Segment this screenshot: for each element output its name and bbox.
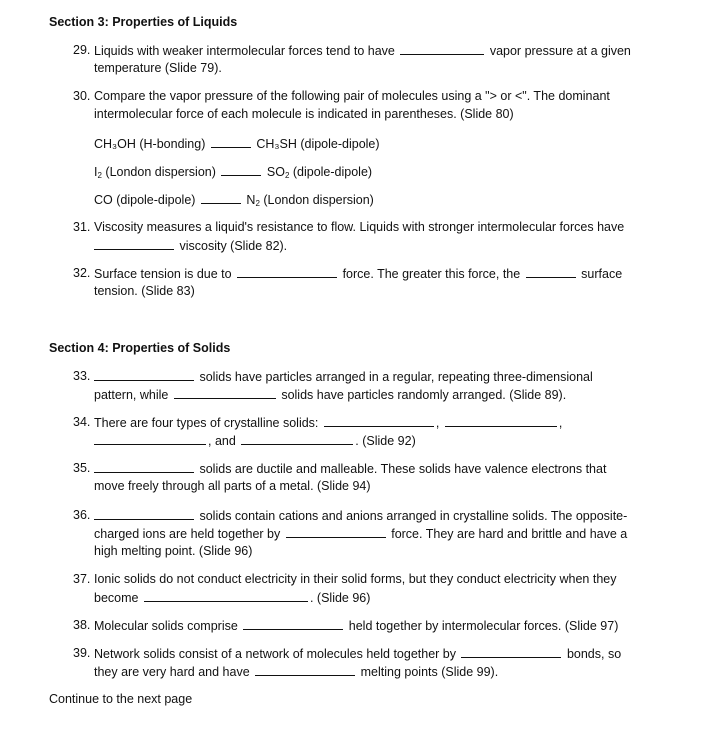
q29-text-a: Liquids with weaker intermolecular forces tend to have [94,44,395,58]
q36-line2 [94,526,627,541]
q32-blank-2[interactable] [526,266,576,278]
q39-text-b: bonds, so [566,647,622,661]
q34-blank-4[interactable] [241,433,353,445]
q31-line1: Viscosity measures a liquid's resistance to flow. Liquids with stronger intermolecular forces have [94,220,625,234]
q39-blank-2[interactable] [255,664,355,676]
q38-text-a: Molecular solids comprise [94,619,238,633]
q36-text-c: force. They are hard and brittle and have a [391,527,628,541]
q34-blank-2[interactable] [445,415,557,427]
q33-line2 [94,387,566,402]
continue-note: Continue to the next page [49,692,193,706]
q36-blank-2[interactable] [286,526,386,538]
q37-line1: Ionic solids do not conduct electricity in their solid forms, but they conduct electricity when they [94,572,617,586]
q38-text-b: held together by intermolecular forces. (Slide 97) [348,619,619,633]
q34-comma-1: , [435,416,440,430]
q37-text-b: become [94,591,139,605]
q32-text-c: surface [581,267,623,281]
q31-number: 31. [73,220,91,234]
q31-text-b: viscosity (Slide 82). [179,239,288,253]
q33-blank-1[interactable] [94,369,194,381]
q30-pair-1-blank[interactable] [211,136,251,148]
q34-text-a: There are four types of crystalline solids: [94,416,319,430]
q35-line2: move freely through all parts of a metal. (Slide 94) [94,479,371,493]
q32-text-a: Surface tension is due to [94,267,232,281]
q30-pair-1 [94,136,380,151]
q32-line1 [94,266,622,281]
q34-blank-3[interactable] [94,433,206,445]
q29-number: 29. [73,43,91,57]
q31-line2 [94,238,287,253]
q32-number: 32. [73,266,91,280]
q30-pair-3 [94,192,374,208]
q39-blank-1[interactable] [461,646,561,658]
q39-line1 [94,646,621,661]
q36-line1 [94,508,627,523]
q35-line1 [94,461,606,476]
q34-comma-2: , [558,416,563,430]
q39-text-a: Network solids consist of a network of molecules held together by [94,647,456,661]
q39-number: 39. [73,646,91,660]
q39-text-d: melting points (Slide 99). [360,665,499,679]
q34-text-c: . (Slide 92) [355,434,416,448]
q36-text-a: solids contain cations and anions arranged in crystalline solids. The opposite- [199,509,628,523]
q36-number: 36. [73,508,91,522]
q33-line1 [94,369,593,384]
q30-pair-2-left: $I_2$ (London dispersion) [94,165,216,180]
section-4-title: Section 4: Properties of Solids [49,341,231,355]
q32-text-b: force. The greater this force, the [342,267,521,281]
q32-blank-1[interactable] [237,266,337,278]
q37-blank[interactable] [144,590,308,602]
q30-line2: intermolecular force of each molecule is indicated in parentheses. (Slide 80) [94,107,514,121]
q31-blank[interactable] [94,238,174,250]
q36-text-b: charged ions are held together by [94,527,281,541]
q34-number: 34. [73,415,91,429]
q30-pair-3-left: CO (dipole-dipole) [94,193,196,207]
q38-number: 38. [73,618,91,632]
q32-line2: tension. (Slide 83) [94,284,195,298]
q29-text-b: vapor pressure at a given [489,44,631,58]
q33-text-c: solids have particles randomly arranged. (Slide 89). [281,388,567,402]
q35-number: 35. [73,461,91,475]
q30-pair-2-right: $SO_2$ (dipole-dipole) [266,165,373,180]
q33-text-a: solids have particles arranged in a regular, repeating three-dimensional [199,370,593,384]
q33-number: 33. [73,369,91,383]
q30-number: 30. [73,89,91,103]
section-3-title: Section 3: Properties of Liquids [49,15,238,29]
q30-pair-3-blank[interactable] [201,192,241,204]
q29-line2: temperature (Slide 79). [94,61,222,75]
q30-pair-1-right: CH₃SH (dipole-dipole) [256,137,380,151]
q37-text-c: . (Slide 96) [309,591,371,605]
q34-line1 [94,415,562,430]
q30-pair-1-left: CH₃OH (H-bonding) [94,137,206,151]
q34-line2 [94,433,416,448]
q39-line2 [94,664,498,679]
q29-line1 [94,43,631,58]
q35-blank[interactable] [94,461,194,473]
q30-pair-2-blank[interactable] [221,164,261,176]
q30-pair-3-right: $N_2$ (London dispersion) [246,193,374,208]
q35-text-a: solids are ductile and malleable. These solids have valence electrons that [199,462,607,476]
q34-text-b: , and [208,434,236,448]
q39-text-c: they are very hard and have [94,665,250,679]
q30-pair-2 [94,164,372,180]
q34-blank-1[interactable] [324,415,434,427]
q30-line1: Compare the vapor pressure of the following pair of molecules using a "> or <". The dominant [94,89,610,103]
q38-blank[interactable] [243,618,343,630]
q33-blank-2[interactable] [174,387,276,399]
q29-blank[interactable] [400,43,484,55]
q33-text-b: pattern, while [94,388,169,402]
q37-line2 [94,590,370,605]
q37-number: 37. [73,572,91,586]
q38-line1 [94,618,618,633]
q36-blank-1[interactable] [94,508,194,520]
q36-line3: high melting point. (Slide 96) [94,544,253,558]
